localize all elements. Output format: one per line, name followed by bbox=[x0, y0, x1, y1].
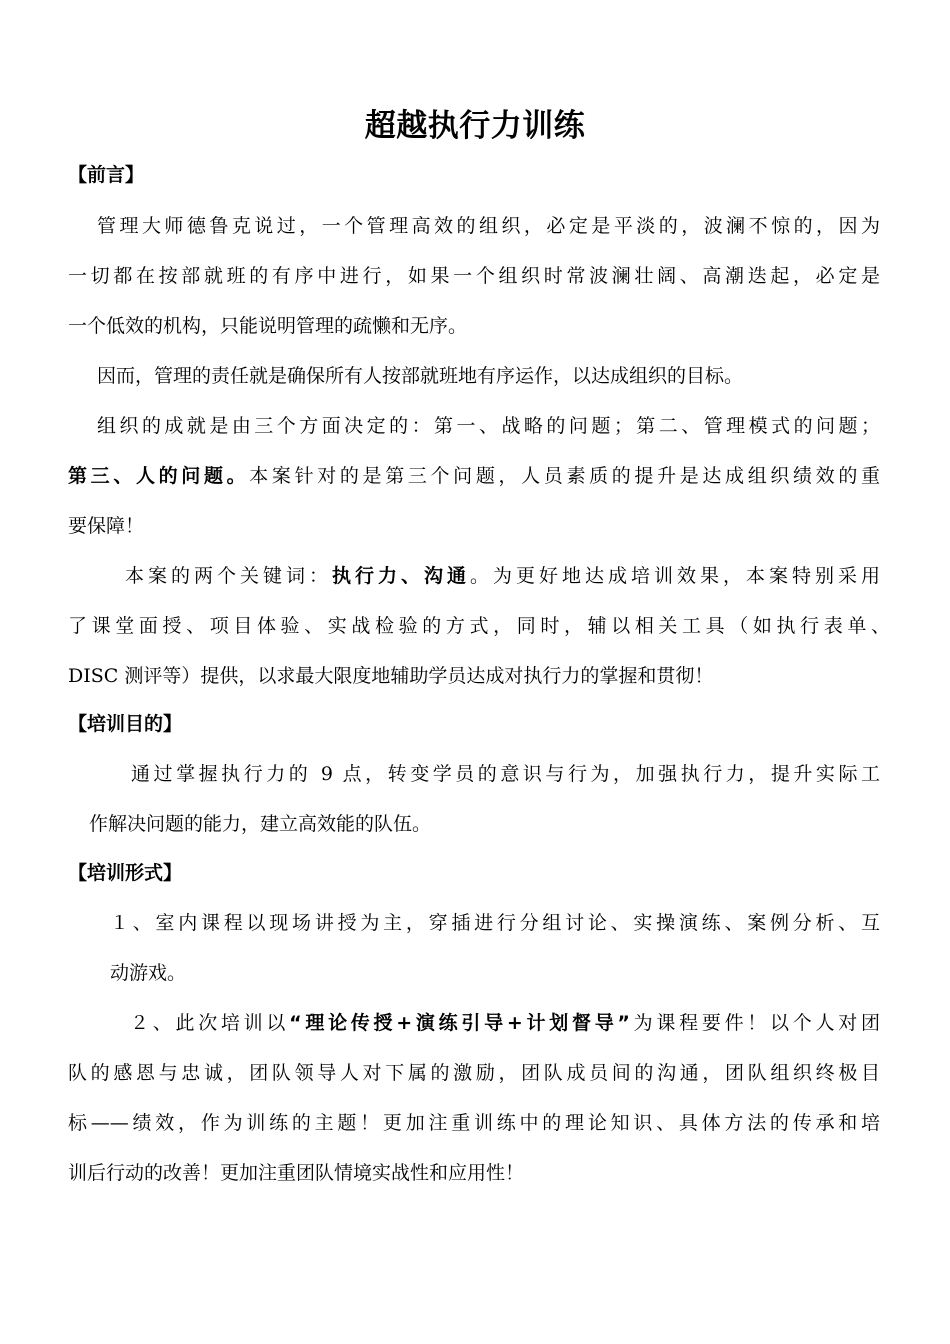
text-line bbox=[68, 451, 880, 501]
preface-paragraph-4 bbox=[68, 551, 890, 701]
bold-text: 第三、人的问题。 bbox=[68, 465, 250, 487]
text-line: 组织的成就是由三个方面决定的：第一、战略的问题；第二、管理模式的问题； bbox=[97, 415, 880, 437]
text-line: 一个低效的机构，只能说明管理的疏懒和无序。 bbox=[68, 315, 468, 337]
text-segment: 。为更好地达成培训效果，本案特别采用 bbox=[470, 565, 880, 587]
text-segment: 本案的两个关键词： bbox=[125, 565, 332, 587]
preface-paragraph-1 bbox=[68, 201, 880, 351]
text-segment: ２、此次培训以 bbox=[130, 1012, 290, 1034]
format-item-2 bbox=[68, 998, 880, 1198]
text-line bbox=[68, 998, 880, 1048]
text-segment: 本案针对的是第三个问题，人员素质的提升是达成组织绩效的重 bbox=[249, 465, 880, 487]
text-line: １、室内课程以现场讲授为主，穿插进行分组讨论、实操演练、案例分析、互 bbox=[110, 912, 880, 934]
text-line: 一切都在按部就班的有序中进行，如果一个组织时常波澜壮阔、高潮迭起，必定是 bbox=[68, 265, 880, 287]
heading-purpose: 【培训目的】 bbox=[68, 713, 183, 735]
bold-text: “理论传授+演练引导+计划督导” bbox=[289, 1012, 630, 1034]
text-line: 动游戏。 bbox=[110, 962, 187, 984]
purpose-paragraph bbox=[89, 749, 880, 849]
text-line: 了课堂面授、项目体验、实战检验的方式，同时，辅以相关工具（如执行表单、 bbox=[68, 615, 890, 637]
text-line bbox=[68, 551, 880, 601]
bold-text: 执行力、沟通 bbox=[332, 565, 470, 587]
text-line: 通过掌握执行力的 9 点，转变学员的意识与行为，加强执行力，提升实际工 bbox=[131, 763, 880, 785]
text-segment: 为课程要件！以个人对团 bbox=[629, 1012, 880, 1034]
heading-preface: 【前言】 bbox=[68, 164, 145, 186]
text-line: 训后行动的改善！更加注重团队情境实战性和应用性！ bbox=[68, 1162, 525, 1184]
text-line: 作解决问题的能力，建立高效能的队伍。 bbox=[89, 813, 432, 835]
text-line: 队的感恩与忠诚，团队领导人对下属的激励，团队成员间的沟通，团队组织终极目 bbox=[68, 1062, 880, 1084]
format-item-1 bbox=[110, 898, 880, 998]
document-title: 超越执行力训练 bbox=[364, 108, 586, 144]
preface-paragraph-3 bbox=[68, 401, 880, 551]
text-line: 要保障！ bbox=[68, 515, 145, 537]
text-line: 标——绩效，作为训练的主题！更加注重训练中的理论知识、具体方法的传承和培 bbox=[68, 1112, 880, 1134]
heading-format: 【培训形式】 bbox=[68, 862, 183, 884]
text-line: 管理大师德鲁克说过，一个管理高效的组织，必定是平淡的，波澜不惊的，因为 bbox=[97, 215, 880, 237]
text-line: DISC 测评等）提供，以求最大限度地辅助学员达成对执行力的掌握和贯彻！ bbox=[68, 665, 714, 687]
preface-paragraph-2 bbox=[97, 351, 909, 401]
text-line: 因而，管理的责任就是确保所有人按部就班地有序运作，以达成组织的目标。 bbox=[97, 365, 744, 387]
